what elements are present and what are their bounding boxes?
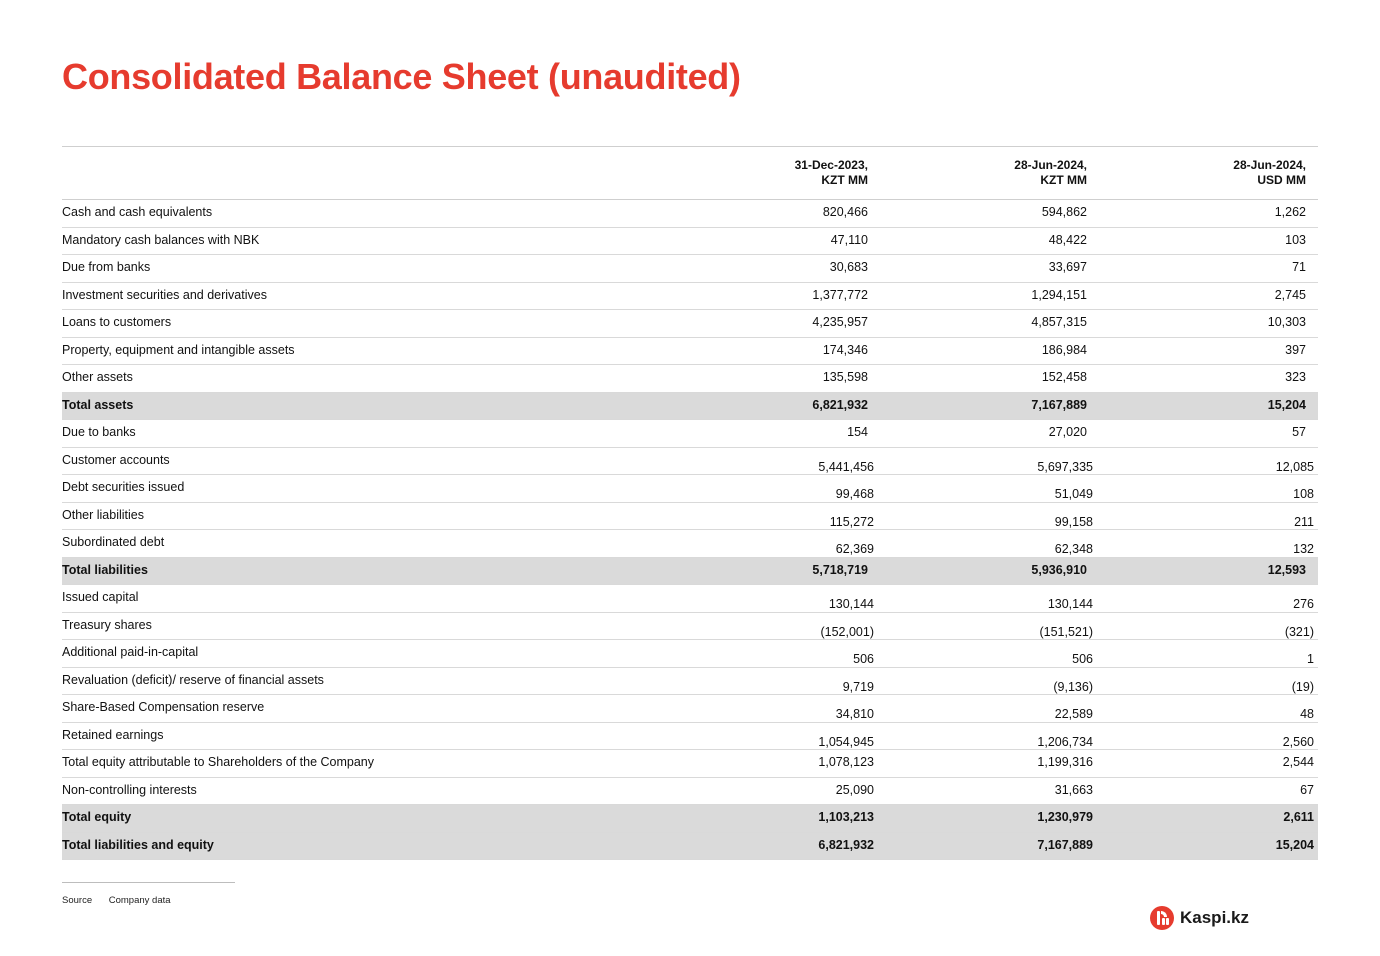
row-label: Subordinated debt <box>62 535 165 549</box>
value-jun-2024-kzt: 48,422 <box>1048 232 1087 247</box>
kaspi-logo <box>1150 905 1249 931</box>
row-label: Total equity attributable to Shareholders of the Company <box>62 755 374 769</box>
row-label: Due to banks <box>62 425 136 439</box>
table-row <box>62 475 1318 503</box>
value-jun-2024-kzt: 186,984 <box>1041 342 1087 357</box>
value-dec-2023-kzt: 9,719 <box>842 679 874 694</box>
value-dec-2023-kzt: 99,468 <box>835 487 874 501</box>
table-row <box>62 585 1318 613</box>
value-dec-2023-kzt: 506 <box>853 652 874 666</box>
row-label: Other assets <box>62 370 133 384</box>
value-jun-2024-kzt: 33,697 <box>1048 260 1087 274</box>
value-jun-2024-kzt: 62,348 <box>1054 542 1093 556</box>
row-label: Non-controlling interests <box>62 782 197 797</box>
table-row <box>62 200 1318 228</box>
row-label: Due from banks <box>62 260 151 274</box>
row-label: Retained earnings <box>62 727 164 742</box>
table-row <box>62 255 1318 283</box>
value-jun-2024-usd: 323 <box>1285 370 1306 384</box>
value-jun-2024-kzt: 31,663 <box>1054 782 1093 797</box>
value-dec-2023-kzt: 30,683 <box>829 260 868 274</box>
table-header <box>62 147 1318 200</box>
row-label: Total equity <box>62 810 132 824</box>
value-jun-2024-usd: 71 <box>1292 260 1306 274</box>
value-jun-2024-usd: 12,593 <box>1267 562 1306 577</box>
value-jun-2024-usd: 1 <box>1307 652 1314 666</box>
table-row <box>62 640 1318 668</box>
table-row <box>62 228 1318 256</box>
value-dec-2023-kzt: 62,369 <box>835 542 874 556</box>
value-jun-2024-usd: 10,303 <box>1267 315 1306 329</box>
row-label: Additional paid-in-capital <box>62 645 199 659</box>
value-dec-2023-kzt: 174,346 <box>822 342 868 357</box>
row-label: Share-Based Compensation reserve <box>62 700 265 714</box>
value-jun-2024-usd: 276 <box>1293 597 1314 611</box>
value-jun-2024-usd: (19) <box>1291 679 1314 694</box>
value-jun-2024-usd: 15,204 <box>1275 837 1314 852</box>
table-row <box>62 338 1318 366</box>
value-jun-2024-usd: 2,745 <box>1274 287 1306 302</box>
value-dec-2023-kzt: 4,235,957 <box>812 315 868 329</box>
value-jun-2024-kzt: 1,199,316 <box>1037 755 1093 769</box>
value-jun-2024-usd: 2,611 <box>1283 810 1314 824</box>
value-jun-2024-kzt: 506 <box>1072 652 1093 666</box>
table-row <box>62 448 1318 476</box>
value-jun-2024-usd: 397 <box>1285 342 1306 357</box>
kaspi-logo-icon <box>1150 906 1174 930</box>
value-dec-2023-kzt: 1,078,123 <box>818 755 874 769</box>
total-row <box>62 558 1318 586</box>
value-jun-2024-kzt: 27,020 <box>1048 425 1087 439</box>
row-label: Other liabilities <box>62 507 144 522</box>
row-label: Total assets <box>62 397 134 412</box>
column-header-dec-2023-kzt: 31-Dec-2023, KZT MM <box>794 158 868 187</box>
total-row <box>62 833 1318 861</box>
table-row <box>62 310 1318 338</box>
value-jun-2024-kzt: 22,589 <box>1054 707 1093 721</box>
table-row <box>62 723 1318 751</box>
balance-sheet-table <box>62 146 1318 860</box>
table-row <box>62 613 1318 641</box>
value-jun-2024-usd: 2,560 <box>1282 734 1314 749</box>
table-row <box>62 695 1318 723</box>
table-row <box>62 283 1318 311</box>
value-jun-2024-kzt: 152,458 <box>1041 370 1087 384</box>
value-jun-2024-usd: 1,262 <box>1274 205 1306 219</box>
value-jun-2024-kzt: 5,697,335 <box>1037 459 1093 474</box>
value-jun-2024-kzt: 7,167,889 <box>1031 397 1087 412</box>
row-label: Total liabilities and equity <box>62 837 214 852</box>
total-row <box>62 805 1318 833</box>
value-jun-2024-kzt: 99,158 <box>1054 514 1093 529</box>
source-note <box>62 895 171 906</box>
value-dec-2023-kzt: 5,441,456 <box>818 459 874 474</box>
value-jun-2024-kzt: 594,862 <box>1041 205 1087 219</box>
table-row <box>62 668 1318 696</box>
value-jun-2024-usd: 67 <box>1300 782 1314 797</box>
table-row <box>62 530 1318 558</box>
value-jun-2024-usd: 103 <box>1285 232 1306 247</box>
value-jun-2024-kzt: 7,167,889 <box>1037 837 1093 852</box>
footnote-divider <box>62 882 235 883</box>
value-jun-2024-usd: (321) <box>1284 624 1314 639</box>
value-dec-2023-kzt: (152,001) <box>820 624 874 639</box>
value-dec-2023-kzt: 34,810 <box>835 707 874 721</box>
value-dec-2023-kzt: 25,090 <box>835 782 874 797</box>
value-dec-2023-kzt: 1,103,213 <box>818 810 874 824</box>
value-jun-2024-kzt: 1,230,979 <box>1037 810 1093 824</box>
table-row <box>62 420 1318 448</box>
column-header-jun-2024-kzt: 28-Jun-2024, KZT MM <box>1014 158 1087 187</box>
value-jun-2024-usd: 211 <box>1294 514 1314 529</box>
row-label: Revaluation (deficit)/ reserve of financial assets <box>62 672 324 687</box>
value-dec-2023-kzt: 135,598 <box>822 370 868 384</box>
page-title: Consolidated Balance Sheet (unaudited) <box>62 56 741 97</box>
source-value: Company data <box>108 895 171 906</box>
value-dec-2023-kzt: 130,144 <box>828 597 874 611</box>
row-label: Customer accounts <box>62 452 170 467</box>
value-dec-2023-kzt: 115,272 <box>829 514 874 529</box>
table-row <box>62 750 1318 778</box>
value-jun-2024-usd: 57 <box>1292 425 1306 439</box>
logo-text: Kaspi.kz <box>1180 908 1249 927</box>
value-dec-2023-kzt: 1,054,945 <box>818 734 874 749</box>
value-jun-2024-usd: 2,544 <box>1282 755 1314 769</box>
value-jun-2024-kzt: 5,936,910 <box>1031 562 1087 577</box>
row-label: Total liabilities <box>62 562 148 577</box>
value-dec-2023-kzt: 154 <box>847 425 868 439</box>
value-jun-2024-kzt: 1,294,151 <box>1031 287 1087 302</box>
row-label: Investment securities and derivatives <box>62 287 267 302</box>
value-jun-2024-usd: 108 <box>1293 487 1314 501</box>
value-jun-2024-kzt: 4,857,315 <box>1031 315 1087 329</box>
row-label: Debt securities issued <box>62 480 185 494</box>
value-jun-2024-kzt: 130,144 <box>1047 597 1093 611</box>
value-jun-2024-usd: 12,085 <box>1275 459 1314 474</box>
row-label: Property, equipment and intangible assets <box>62 342 295 357</box>
value-jun-2024-usd: 132 <box>1293 542 1314 556</box>
value-jun-2024-kzt: 51,049 <box>1054 487 1093 501</box>
row-label: Issued capital <box>62 590 139 604</box>
source-label: Source <box>62 895 93 906</box>
value-jun-2024-kzt: (151,521) <box>1039 624 1093 639</box>
value-jun-2024-kzt: (9,136) <box>1053 679 1093 694</box>
value-jun-2024-usd: 48 <box>1300 707 1314 721</box>
row-label: Mandatory cash balances with NBK <box>62 232 260 247</box>
table-row <box>62 503 1318 531</box>
value-dec-2023-kzt: 5,718,719 <box>812 562 868 577</box>
value-dec-2023-kzt: 820,466 <box>822 205 868 219</box>
table-row <box>62 365 1318 393</box>
table-row <box>62 778 1318 806</box>
column-header-jun-2024-usd: 28-Jun-2024, USD MM <box>1233 158 1306 187</box>
row-label: Loans to customers <box>62 315 172 329</box>
value-dec-2023-kzt: 1,377,772 <box>812 287 868 302</box>
row-label: Cash and cash equivalents <box>62 205 213 219</box>
row-label: Treasury shares <box>62 617 152 632</box>
value-dec-2023-kzt: 47,110 <box>830 232 868 247</box>
value-dec-2023-kzt: 6,821,932 <box>818 837 874 852</box>
total-row <box>62 393 1318 421</box>
value-jun-2024-kzt: 1,206,734 <box>1037 734 1093 749</box>
value-jun-2024-usd: 15,204 <box>1267 397 1306 412</box>
value-dec-2023-kzt: 6,821,932 <box>812 397 868 412</box>
